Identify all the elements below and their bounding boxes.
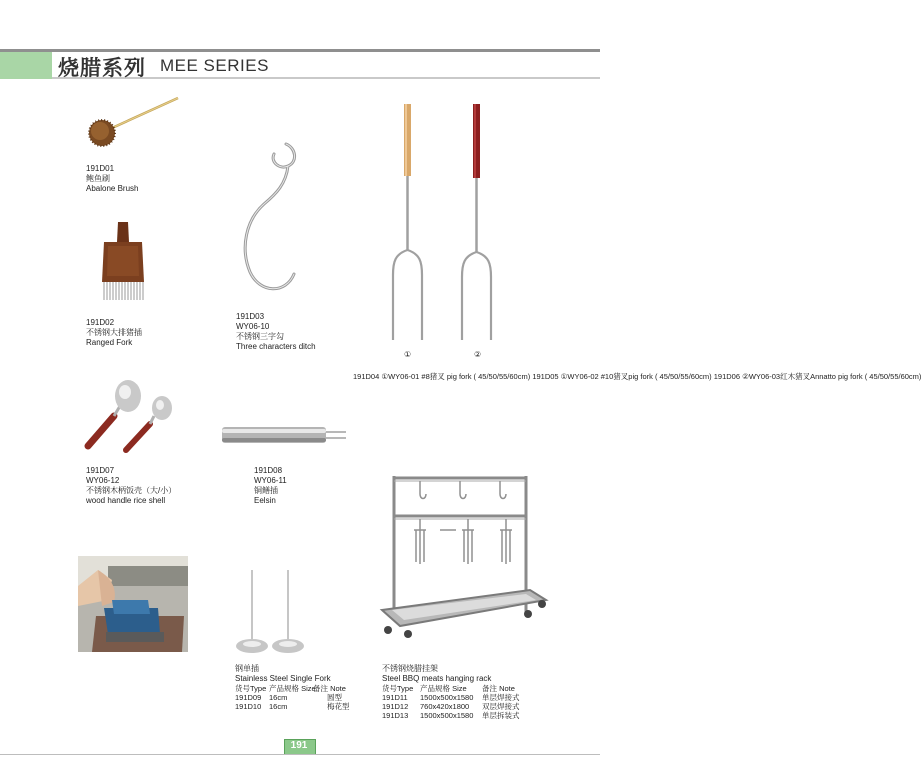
- pig-forks-image: [385, 100, 515, 350]
- item-name-cn: 不锈钢三字勾: [236, 332, 284, 341]
- cell: 梅花型: [327, 702, 350, 711]
- rice-shell-image: [82, 376, 192, 456]
- cell: 191D10: [235, 702, 262, 711]
- footer-rule: [0, 754, 600, 755]
- product-name-en: Steel BBQ meats hanging rack: [382, 674, 492, 683]
- cell: 单层焊接式: [482, 693, 520, 702]
- spec-line: 191D04 ①WY06-01 #8猪叉 pig fork ( 45/50/55/60cm): [353, 372, 531, 381]
- product-name-en: Stainless Steel Single Fork: [235, 674, 331, 683]
- col-header: 备注 Note: [313, 684, 346, 693]
- hanging-rack-image: [380, 470, 548, 640]
- col-header: 货号Type: [235, 684, 267, 693]
- single-fork-caption: [235, 664, 331, 684]
- single-fork-image: [232, 566, 312, 656]
- cell: 1500x500x1580: [420, 693, 474, 702]
- spec-line: 191D06 ②WY06-03红木猪叉Annatto pig fork ( 45/50/55/60cm): [713, 372, 921, 381]
- col-header: 产品规格 Size: [269, 684, 316, 693]
- brush-usage-photo: [78, 556, 188, 652]
- abalone-brush-image: [84, 92, 184, 152]
- item-code: 191D07: [86, 466, 115, 475]
- single-fork-table: [235, 684, 350, 711]
- item-name-cn: 不锈钢木柄饭壳（大/小）: [86, 486, 177, 495]
- item-caption-abalone-brush: [86, 164, 138, 194]
- col-header: 备注 Note: [482, 684, 515, 693]
- item-name-en: Abalone Brush: [86, 184, 139, 193]
- item-code: 191D02: [86, 318, 115, 327]
- item-name-en: Ranged Fork: [86, 338, 133, 347]
- table-row: [235, 702, 350, 711]
- item-code: 191D03: [236, 312, 265, 321]
- product-name-cn: 不锈钢烧腊挂架: [382, 664, 438, 673]
- item-name-en: Three characters ditch: [236, 342, 316, 351]
- ranged-fork-image: [98, 220, 148, 302]
- cell: 191D11: [382, 693, 408, 702]
- item-name-cn: 不锈钢大排猪插: [86, 328, 142, 337]
- fork-label-2: ②: [474, 350, 482, 359]
- item-name-en: Eelsin: [254, 496, 276, 505]
- item-caption-s-hook: [236, 312, 316, 352]
- table-row: [382, 702, 520, 711]
- item-model: WY06-12: [86, 476, 120, 485]
- page-title-en: MEE SERIES: [160, 56, 269, 75]
- page-number: 191: [290, 740, 308, 751]
- three-characters-ditch-image: [236, 140, 306, 300]
- spec-line: 191D05 ①WY06-02 #10猪叉pig fork ( 45/50/55/60cm): [532, 372, 712, 381]
- rack-table: [382, 684, 520, 720]
- fork-label-1: ①: [404, 350, 412, 359]
- table-row: [382, 693, 520, 702]
- cell: 单层拆装式: [482, 711, 520, 720]
- item-caption-ranged-fork: [86, 318, 142, 348]
- cell: 760x420x1800: [420, 702, 470, 711]
- product-name-cn: 钢单插: [235, 664, 259, 673]
- item-code: 191D08: [254, 466, 283, 475]
- item-model: WY06-11: [254, 476, 287, 485]
- rack-caption: [382, 664, 491, 684]
- cell: 16cm: [269, 702, 288, 711]
- item-caption-rice-shell: [86, 466, 176, 506]
- table-header: [235, 684, 350, 693]
- item-code: 191D01: [86, 164, 115, 173]
- item-model: WY06-10: [236, 322, 270, 331]
- page-title-cn: 烧腊系列: [58, 56, 146, 80]
- cell: 圆型: [327, 693, 342, 702]
- cell: 191D12: [382, 702, 409, 711]
- col-header: 货号Type: [382, 684, 414, 693]
- item-name-cn: 鲍鱼刷: [86, 174, 110, 183]
- item-name-en: wood handle rice shell: [86, 496, 166, 505]
- cell: 191D09: [235, 693, 262, 702]
- cell: 双层焊接式: [482, 702, 520, 711]
- item-caption-eelsin: [254, 466, 287, 506]
- cell: 191D13: [382, 711, 409, 720]
- table-row: [235, 693, 350, 702]
- eelsin-image: [220, 424, 350, 448]
- table-row: [382, 711, 520, 720]
- table-header: [382, 684, 520, 693]
- cell: 1500x500x1580: [420, 711, 474, 720]
- item-name-cn: 铜鳝插: [254, 486, 278, 495]
- header-accent-block: [0, 52, 52, 79]
- col-header: 产品规格 Size: [420, 684, 467, 693]
- pig-fork-specs: [353, 372, 921, 381]
- cell: 16cm: [269, 693, 288, 702]
